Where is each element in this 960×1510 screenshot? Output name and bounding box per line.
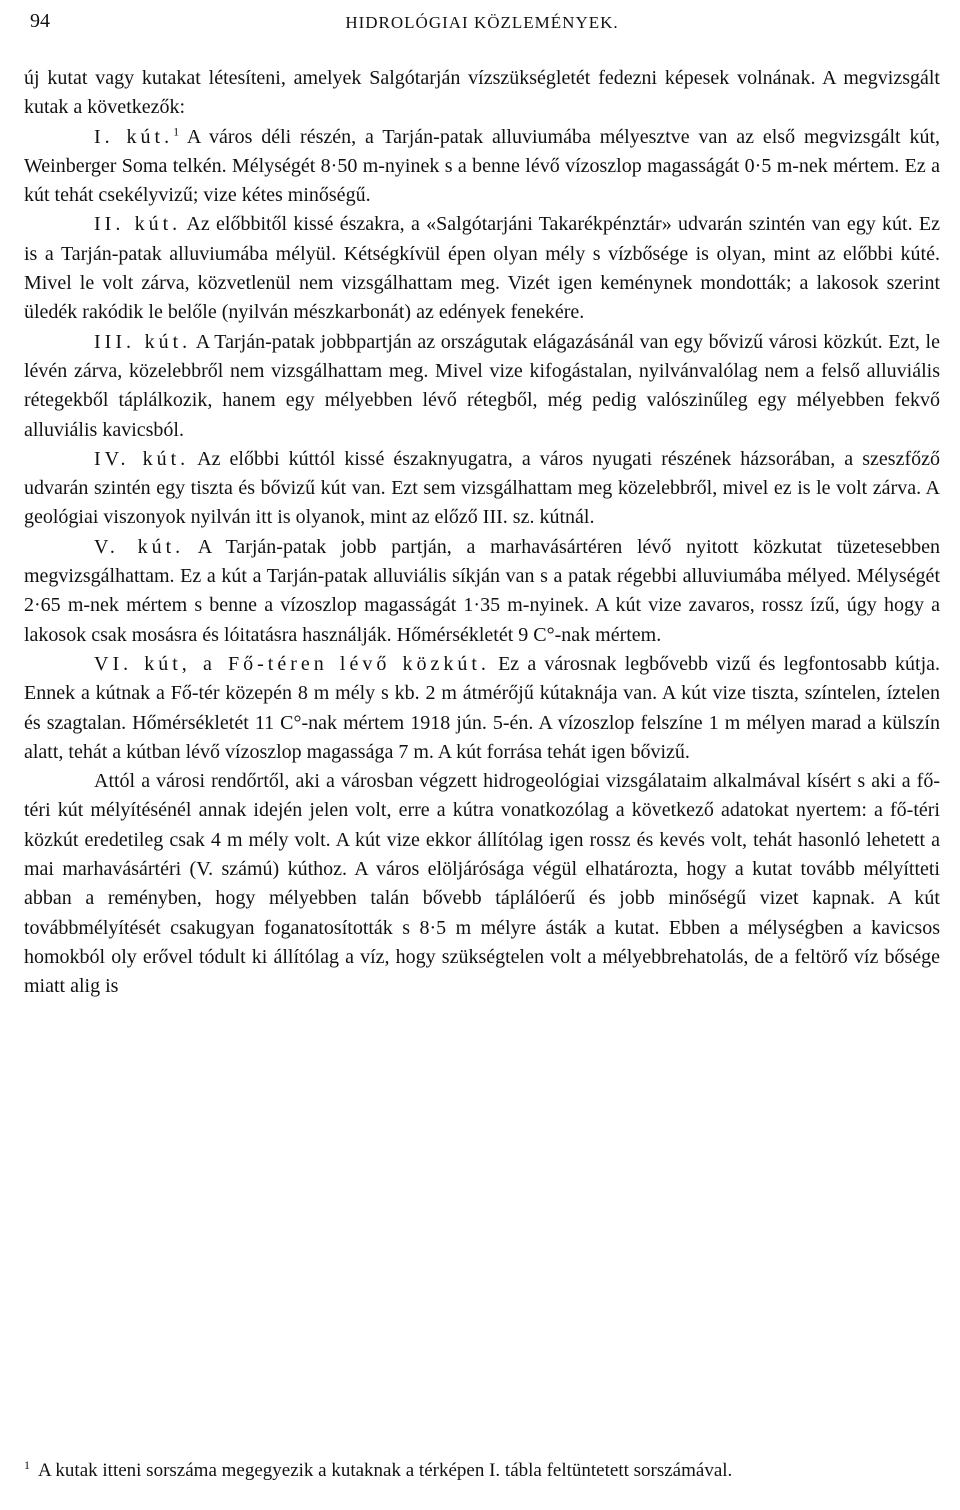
paragraph-intro	[24, 64, 940, 123]
paragraph-well-2	[24, 210, 940, 327]
paragraph-text: Attól a városi rendőrtől, aki a városban végzett hidrogeológiai vizsgálataim alkalmával kísért s aki a fő-téri kút mélyítésénél annak idején jelen volt, erre a kútra vonatkozólag a következő adatokat nyertem: a fő-téri közkút eredetileg csak 4 m mély volt. A kút vize ekkor állítólag igen rossz és kevés volt, tehát hasonló lehetett a mai marhavásártéri (V. számú) kúthoz. A város elöljárósága végül elhatározta, hogy a kutat tovább mélyítteti abban a reményben, hogy mélyebben talán bővebb táplálóerű és jobb minőségű vizet kapnak. A kút továbbmélyítését csakugyan foganatosították s 8·5 m mélyre ásták a kutat. Ebben a mélységben a kavicsos homokból oly erővel tódult ki állítólag a víz, hogy szükségtelen volt a mélyebbrehatolás, de a feltörő víz bősége miatt alig is	[24, 770, 940, 998]
well-label: III. kút.	[94, 330, 192, 353]
paragraph-text: A Tarján-patak jobb partján, a marhavásártéren lévő nyitott közkutat tüzetesebben megvizsgálhattam. Ez a kút a Tarján-patak alluviális síkján van s a patak régebbi alluviumába mélyed. Mélységét 2·65 m-nek mértem s benne a vízoszlop magasságát 1·35 m-nyinek. A kút vize zavaros, rossz ízű, úgy hogy a lakosok csak mosásra és lóitatásra használják. Hőmérsékletét 9 C°-nak mértem.	[24, 535, 941, 646]
paragraph-text: A Tarján-patak jobbpartján az országutak elágazásánál van egy bővizű városi közkút. Ezt, le lévén zárva, közelebbről nem vizsgálhattam meg. Mivel vize kifogástalan, nyilvánvalólag nem a felső alluviális rétegekből táplálkozik, hanem egy mélyebben lévő rétegből, még pedig valószinűleg egy mélyebben fekvő alluviális kavicsból.	[24, 330, 940, 441]
body-text	[24, 64, 940, 1002]
well-label: V. kút.	[94, 535, 185, 558]
page-header	[24, 10, 940, 40]
paragraph-text: Ez a városnak legbővebb vizű és legfontosabb kútja. Ennek a kútnak a Fő-tér közepén 8 m mély s kb. 2 m átmérőjű kútaknája van. A kút vize tiszta, színtelen, íztelen és szagtalan. Hőmérsékletét 11 C°-nak mértem 1918 jún. 5-én. A vízoszlop felszíne 1 m mélyen marad a külszín alatt, tehát a kútban lévő vízoszlop magassága 7 m. A kút forrása tehát igen bővizű.	[24, 652, 940, 763]
paragraph-well-5	[24, 533, 940, 650]
paragraph-well-3	[24, 328, 940, 445]
paragraph-text: Az előbbitől kissé északra, a «Salgótarjáni Takarékpénztár» udvarán szintén van egy kút. Ez is a Tarján-patak alluviumába mélyül. Kétségkívül épen olyan mély s vízbősége is olyan, mint az előbbi kúté. Mivel le volt zárva, közvetlenül nem vizsgálhattam meg. Vizét igen keménynek mondották; a lakosok szerint üledék rakódik le belőle (nyilván mészkarbonát) az edények fenekére.	[24, 213, 940, 324]
page-number: 94	[30, 10, 50, 32]
well-label: II. kút.	[94, 213, 182, 236]
footnote-reference: 1	[173, 123, 180, 138]
paragraph-well-1	[24, 123, 940, 211]
well-label: IV. kút.	[94, 447, 190, 470]
footnote	[24, 1456, 940, 1485]
well-label: I. kút.	[94, 125, 174, 148]
paragraph-well-6	[24, 650, 940, 767]
footnote-text: A kutak itteni sorszáma megegyezik a kutaknak a térképen I. tábla feltüntetett sorszámával.	[38, 1460, 733, 1481]
paragraph-well-4	[24, 445, 940, 533]
well-label: VI. kút, a Fő-téren lévő közkút.	[94, 652, 490, 675]
paragraph-text: Az előbbi kúttól kissé északnyugatra, a város nyugati részének házsorában, a szeszfőző udvarán szintén egy tiszta és bővizű kút van. Ezt sem vizsgálhattam meg közelebbről, mivel ez is le volt zárva. A geológiai viszonyok nyilván itt is olyanok, mint az előző III. sz. kútnál.	[24, 447, 940, 529]
footnote-mark: 1	[24, 1457, 30, 1472]
paragraph-text: A város déli részén, a Tarján-patak alluviumába mélyesztve van az első megvizsgált kút, Weinberger Soma telkén. Mélységét 8·50 m-nyinek s a benne lévő vízoszlop magasságát 0·5 m-nek mértem. Ez a kút tehát csekélyvizű; vize kétes minőségű.	[24, 125, 940, 207]
paragraph-text: új kutat vagy kutakat létesíteni, amelyek Salgótarján vízszükségletét fedezni képesek volnának. A megvizsgált kutak a következők:	[24, 67, 940, 119]
running-title: HIDROLÓGIAI KÖZLEMÉNYEK.	[345, 13, 619, 32]
paragraph-history	[24, 767, 940, 1001]
